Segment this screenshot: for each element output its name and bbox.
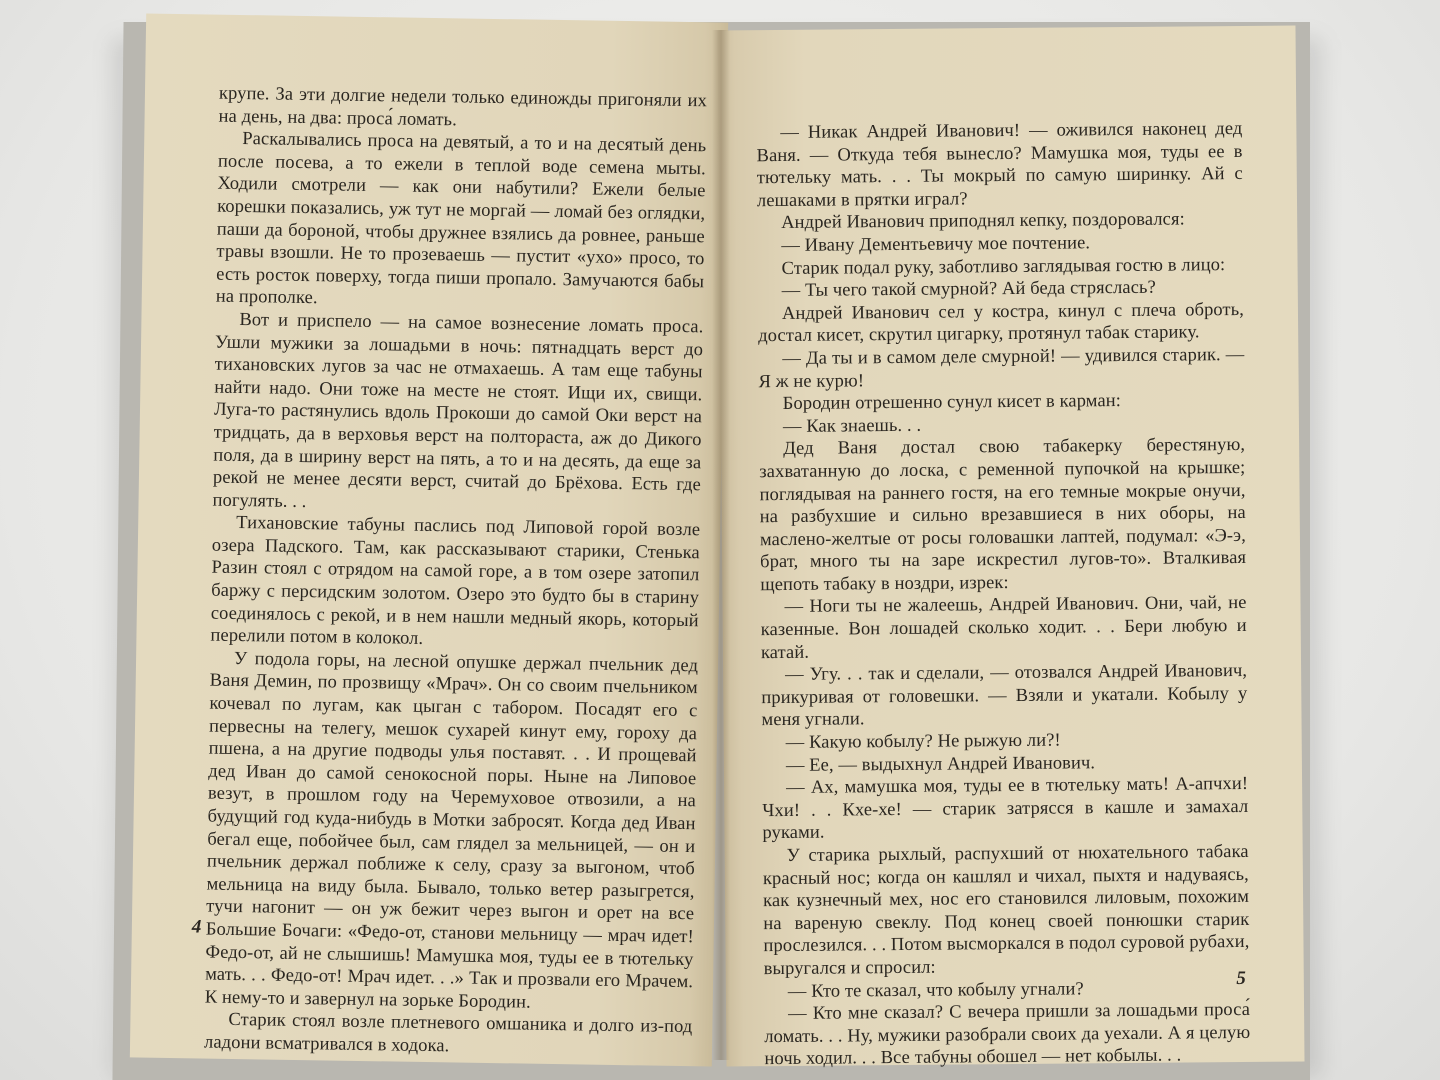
paragraph: Бородин отрешенно сунул кисет в карман:	[782, 391, 1122, 415]
left-page	[130, 13, 728, 1066]
paragraph: — Ивану Дементьевичу мое почтение.	[781, 233, 1091, 256]
paragraph: — Ты чего такой смурной? Ай беда стряслась?	[781, 277, 1156, 302]
left-page-text	[204, 83, 707, 1062]
paragraph: — Как знаешь. . .	[782, 415, 922, 437]
paragraph: Старик подал руку, заботливо заглядывая гостю в лицо:	[781, 254, 1226, 279]
right-page-text	[756, 118, 1250, 1071]
page-number: 5	[1236, 967, 1246, 990]
paragraph: Дед Ваня достал свою табакерку берестяную, захватанную до лоска, с ременной пупочкой на крышке; поглядывая на раннего гостя, на его темные мокрые онучи, на разбухшие и сильно врезавшиеся в них оборы, на маслено-желтые от росы головашки лаптей, подумал: «Э-э, брат, много ты на заре искрестил лугов-то». Вталкивая щепоть табаку в ноздри, изрек:	[759, 435, 1247, 596]
paragraph: Вот и приспело — на самое вознесение ломать проса. Ушли мужики за лошадьми в ночь: пятнадцать верст до тихановских лугов за час не отмахаешь. А там еще табуны найти надо. Они тоже на месте не стоят. Ищи их, свищи. Луга-то растянулись вдоль Прокоши до самой Оки верст на тридцать, да в верховья верст на полтораста, аж до Дикого поля, да в ширину верст на пять, а то и на десять, да еще за рекой не менее десяти верст, считай до Брёхова. Есть где погулять. . .	[212, 309, 704, 512]
paragraph: — Ноги ты не жалеешь, Андрей Иванович. Они, чай, не казенные. Вон лошадей сколько ходит. . . Бери любую и катай.	[760, 593, 1247, 663]
page-number: 4	[191, 916, 202, 938]
paragraph: — Да ты и в самом деле смурной! — удивился старик. — Я ж не курю!	[758, 344, 1245, 392]
paragraph: — Кто мне сказал? С вечера пришли за лошадьми проса́ ломать. . . Ну, мужики разобрали своих да уехали. А я целую ночь ходил. . . Все табуны обошел — нет кобылы. . .	[764, 1000, 1251, 1070]
paragraph: — Ее, — выдыхнул Андрей Иванович.	[785, 752, 1096, 776]
paragraph: Андрей Иванович сел у костра, кинул с плеча оброть, достал кисет, скрутил цигарку, протянул табак старику.	[758, 299, 1245, 347]
paragraph: — Кто те сказал, что кобылу угнали?	[787, 978, 1084, 1002]
paragraph: Раскалывались проса на девятый, а то и на десятый день после посева, а то ежели в теплой воде семена мыты. Ходили смотрели — как они набутили? Ежели белые корешки показались, уж тут не моргай — ломай без оглядки, паши да бороной, чтобы дружнее взялись да ровнее, раньше травы взошли. Не то прозеваешь — пустит «ухо» просо, то есть росток поверху, тогда пиши пропало. Замучаются бабы на прополке.	[215, 129, 707, 309]
paragraph: Тихановские табуны паслись под Липовой горой возле озера Падского. Там, как рассказывают старики, Стенька Разин стоял с отрядом на самой горе, а в том озере затопил баржу с персидским золотом. Озеро это будто бы в старину соединялось с рекой, и в нем нашли медный якорь, который перелили потом в колокол.	[210, 513, 701, 650]
paragraph: — Никак Андрей Иванович! — оживился наконец дед Ваня. — Откуда тебя вынесло? Мамушка моя, туды ее в тютельку мать. . . Ты мокрый по самую ширинку. Ай с лешаками в прятки играл?	[756, 118, 1243, 211]
paragraph: — Ах, мамушка моя, туды ее в тютельку мать! А-апчхи! Чхи! . . Кхе-хе! — старик затрясся в кашле и замахал руками.	[762, 774, 1249, 844]
paragraph: — Какую кобылу? Не рыжую ли?!	[785, 730, 1061, 754]
book-gutter	[712, 30, 730, 1060]
paragraph: У подола горы, на лесной опушке держал пчельник дед Ваня Демин, по прозвищу «Мрач». Он со своим пчельником кочевал по лугам, как цыган с табором. Посадят его с первесны на телегу, мешок сухарей кинут ему, гороху да пшена, а на другие подводы улья поставят. . . И прощевай дед Иван до самой сенокосной поры. Ныне на Липовое везут, в прошлом году на Черемуховое отвозили, а на будущий год куда-нибудь в Мотки забросят. Когда дед Иван бегал еще, побойчее был, сам глядел за мельницей, — он и пчельник держал поближе к селу, сразу за выгоном, чтоб мельница на виду была. Бывало, только ветер разыгрется, тучи нагонит — он уж бежит через выгон и орет на все Большие Бочаги: «Федо-от, станови мельницу — мрач идет! Федо-от, ай не слышишь! Мамушка моя, туды ее в тютельку мать. . . Федо-от! Мрач идет. . .» Так и прозвали его Мрачем. К нему-то и завернул на зорьке Бородин.	[204, 648, 699, 1013]
paragraph: У старика рыхлый, распухший от нюхательного табака красный нос; когда он кашлял и чихал, пыхтя и надуваясь, как кузнечный мех, нос его становился лиловым, похожим на вареную свеклу. Под конец своей понюшки старик прослезился. . . Потом высморкался в подол суровой рубахи, выругался и спросил:	[762, 841, 1250, 980]
paragraph: Андрей Иванович приподнял кепку, поздоровался:	[781, 209, 1185, 234]
right-page	[717, 25, 1304, 1070]
paragraph: — Угу. . . так и сделали, — отозвался Андрей Иванович, прикуривая от головешки. — Взяли и укатали. Кобылу у меня угнали.	[761, 661, 1248, 731]
paragraph: крупе. За эти долгие недели только единожды пригоняли их на день, на два: проса́ ломать.	[218, 83, 708, 130]
paragraph: Старик стоял возле плетневого омшаника и долго из-под ладони всматривался в ходока.	[203, 1010, 693, 1057]
